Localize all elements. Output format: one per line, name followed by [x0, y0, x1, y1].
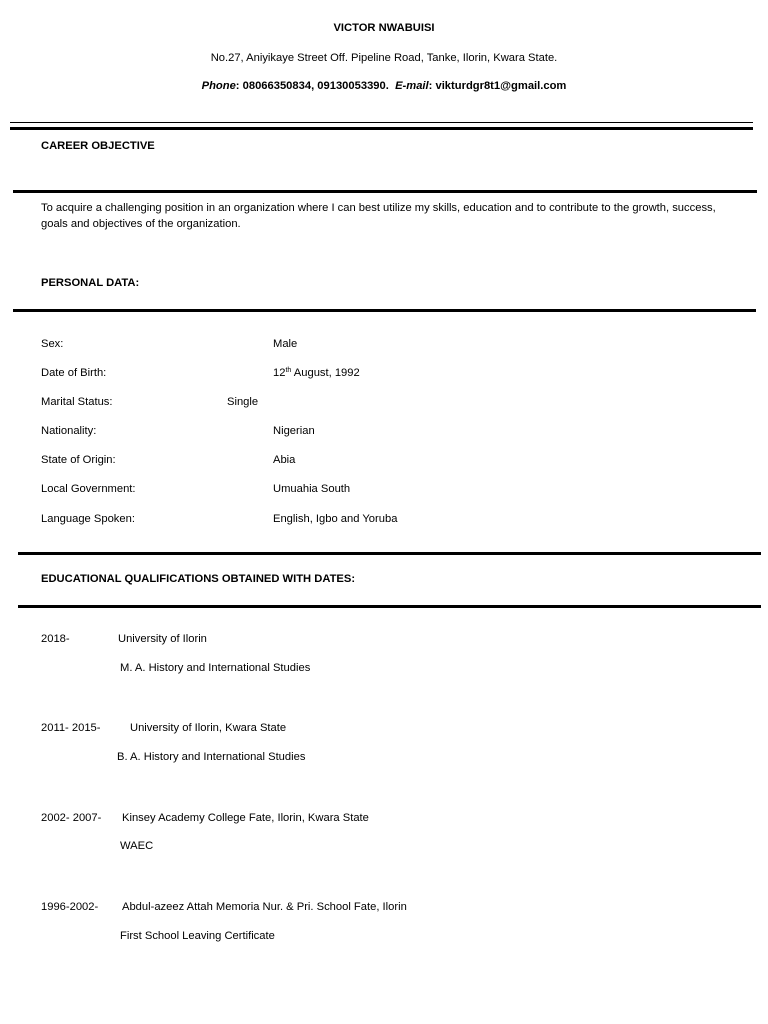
- education-school: Kinsey Academy College Fate, Ilorin, Kwara State: [122, 812, 369, 824]
- education-school: University of Ilorin, Kwara State: [130, 722, 287, 734]
- contact-line: [0, 80, 768, 92]
- nationality-value: Nigerian: [273, 425, 315, 437]
- resume-name: VICTOR NWABUISI: [333, 22, 435, 34]
- education-school: Abdul-azeez Attah Memoria Nur. & Pri. School Fate, Ilorin: [122, 901, 407, 913]
- education-date: 2002- 2007-: [41, 812, 102, 824]
- lga-value: Umuahia South: [273, 483, 351, 495]
- dob-value: [273, 367, 360, 379]
- education-date: 2018-: [41, 633, 70, 645]
- education-qualification: B. A. History and International Studies: [117, 751, 306, 763]
- sex-label: Sex:: [41, 338, 64, 350]
- dob-day: 12: [273, 367, 286, 379]
- education-qualification: M. A. History and International Studies: [120, 662, 311, 674]
- marital-label: Marital Status:: [41, 396, 113, 408]
- nationality-label: Nationality:: [41, 425, 97, 437]
- address: No.27, Aniyikaye Street Off. Pipeline Road, Tanke, Ilorin, Kwara State.: [210, 52, 558, 64]
- education-qualification: WAEC: [120, 840, 154, 852]
- dob-suffix: th: [285, 367, 292, 374]
- personal-end-divider: [18, 552, 761, 555]
- header-divider-thick: [10, 127, 753, 130]
- education-heading: EDUCATIONAL QUALIFICATIONS OBTAINED WITH DATES:: [41, 573, 356, 585]
- personal-data-heading: PERSONAL DATA:: [41, 277, 140, 289]
- lga-label: Local Government:: [41, 483, 136, 495]
- phone-label: Phone: [201, 80, 236, 92]
- education-divider: [18, 605, 761, 608]
- marital-value: Single: [227, 396, 259, 408]
- phone-value: : 08066350834, 09130053390.: [235, 80, 389, 92]
- header-divider-thin: [10, 122, 753, 123]
- language-label: Language Spoken:: [41, 513, 135, 525]
- education-qualification: First School Leaving Certificate: [120, 930, 275, 942]
- personal-divider: [13, 309, 756, 312]
- email-label: E-mail: [395, 80, 429, 92]
- dob-rest: August, 1992: [291, 367, 360, 379]
- language-value: English, Igbo and Yoruba: [273, 513, 398, 525]
- state-value: Abia: [273, 454, 296, 466]
- education-date: 1996-2002-: [41, 901, 99, 913]
- career-objective-text: To acquire a challenging position in an organization where I can best utilize my skills, education and to contribute to the growth, success, goals and objectives of the organization.: [41, 202, 716, 230]
- career-objective-heading: CAREER OBJECTIVE: [41, 140, 155, 152]
- education-school: University of Ilorin: [118, 633, 207, 645]
- education-date: 2011- 2015-: [41, 722, 101, 734]
- email-value: : vikturdgr8t1@gmail.com: [428, 80, 567, 92]
- sex-value: Male: [273, 338, 298, 350]
- career-divider: [13, 190, 757, 193]
- state-label: State of Origin:: [41, 454, 116, 466]
- dob-label: Date of Birth:: [41, 367, 107, 379]
